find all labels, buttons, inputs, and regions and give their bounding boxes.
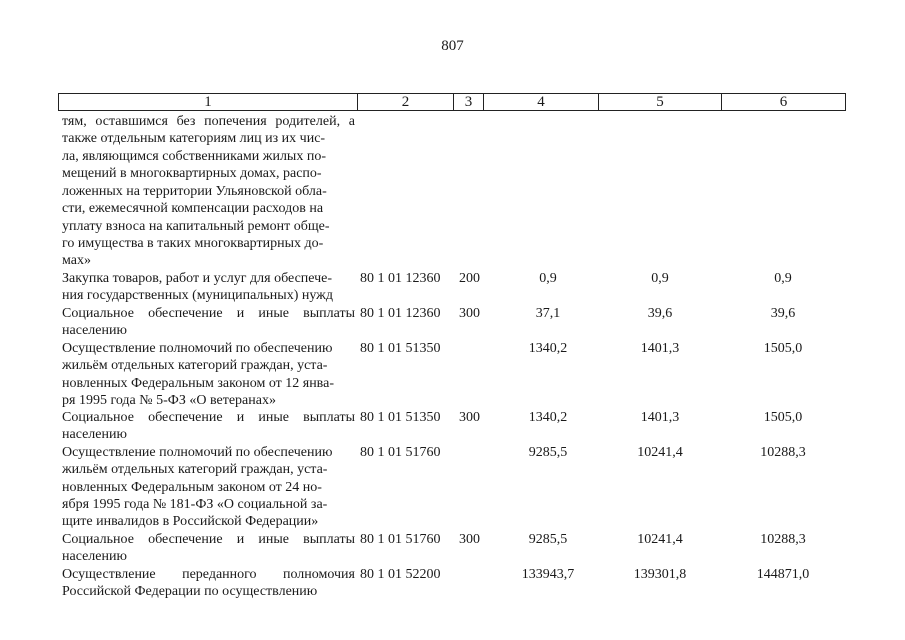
- intro-line: ложенных на территории Ульяновской обла-: [62, 184, 327, 199]
- row-expense-type: 200: [459, 271, 480, 286]
- header-col-1: 1: [58, 93, 358, 111]
- row-description-line: щите инвалидов в Российской Федерации»: [62, 514, 319, 529]
- word: выплаты: [303, 532, 355, 547]
- row-value-col6: 144871,0: [756, 567, 810, 582]
- row-value-col5: 139301,8: [633, 567, 687, 582]
- header-col-2: 2: [357, 93, 454, 111]
- row-description-line: жильём отдельных категорий граждан, уста-: [62, 462, 328, 477]
- word: Социальное: [62, 532, 134, 547]
- row-code: 80 1 01 52200: [360, 567, 441, 582]
- intro-line: также отдельным категориям лиц из их чис-: [62, 131, 326, 146]
- word: родителей,: [275, 114, 341, 129]
- intro-line: мещений в многоквартирных домах, распо-: [62, 166, 322, 181]
- row-value-col5: 0,9: [651, 271, 669, 286]
- word: Осуществление: [62, 567, 156, 582]
- row-description-line: населению: [62, 427, 127, 442]
- word: выплаты: [303, 306, 355, 321]
- word: обеспечение: [148, 532, 223, 547]
- row-value-col5: 39,6: [647, 306, 673, 321]
- row-expense-type: 300: [459, 410, 480, 425]
- row-value-col6: 10288,3: [760, 532, 806, 547]
- row-description-line: [62, 566, 355, 583]
- header-col-5: 5: [598, 93, 722, 111]
- intro-line: уплату взноса на капитальный ремонт обще-: [62, 219, 330, 234]
- word: иные: [258, 410, 289, 425]
- word: полномочия: [283, 567, 355, 582]
- row-code: 80 1 01 51760: [360, 445, 441, 460]
- row-value-col5: 1401,3: [640, 341, 680, 356]
- row-value-col5: 1401,3: [640, 410, 680, 425]
- row-description-line: Закупка товаров, работ и услуг для обеспече-: [62, 271, 333, 286]
- row-code: 80 1 01 51350: [360, 410, 441, 425]
- row-description-line: Осуществление полномочий по обеспечению: [62, 445, 333, 460]
- word: обеспечение: [148, 410, 223, 425]
- row-value-col6: 39,6: [770, 306, 796, 321]
- row-description-line: [62, 531, 355, 548]
- intro-line: сти, ежемесячной компенсации расходов на: [62, 201, 324, 216]
- row-description-line: [62, 305, 355, 322]
- row-value-col4: 1340,2: [528, 341, 568, 356]
- row-value-col5: 10241,4: [637, 532, 683, 547]
- word: выплаты: [303, 410, 355, 425]
- intro-line: ла, являющимся собственниками жилых по-: [62, 149, 326, 164]
- row-code: 80 1 01 51350: [360, 341, 441, 356]
- row-description-line: ния государственных (муниципальных) нужд: [62, 288, 333, 303]
- word: и: [236, 532, 245, 547]
- header-col-3: 3: [453, 93, 484, 111]
- row-value-col5: 10241,4: [637, 445, 683, 460]
- row-description-line: Осуществление полномочий по обеспечению: [62, 341, 333, 356]
- row-description-line: ября 1995 года № 181-ФЗ «О социальной за-: [62, 497, 328, 512]
- intro-line: [62, 113, 355, 130]
- intro-line: мах»: [62, 253, 91, 268]
- intro-line: го имущества в таких многоквартирных до-: [62, 236, 324, 251]
- word: без: [176, 114, 196, 129]
- row-value-col4: 1340,2: [528, 410, 568, 425]
- row-expense-type: 300: [459, 532, 480, 547]
- word: тям,: [62, 114, 87, 129]
- row-description-line: Российской Федерации по осуществлению: [62, 584, 318, 599]
- row-value-col6: 1505,0: [763, 341, 803, 356]
- row-code: 80 1 01 12360: [360, 271, 441, 286]
- row-value-col6: 1505,0: [763, 410, 803, 425]
- header-col-4: 4: [483, 93, 599, 111]
- word: а: [348, 114, 355, 129]
- word: переданного: [182, 567, 257, 582]
- header-col-6: 6: [721, 93, 846, 111]
- row-value-col6: 10288,3: [760, 445, 806, 460]
- row-value-col4: 133943,7: [521, 567, 575, 582]
- row-description-line: жильём отдельных категорий граждан, уста-: [62, 358, 328, 373]
- word: Социальное: [62, 306, 134, 321]
- row-value-col6: 0,9: [774, 271, 792, 286]
- word: оставшимся: [95, 114, 168, 129]
- word: иные: [258, 306, 289, 321]
- word: и: [236, 306, 245, 321]
- row-value-col4: 0,9: [539, 271, 557, 286]
- row-description-line: ря 1995 года № 5-ФЗ «О ветеранах»: [62, 393, 276, 408]
- page-number: 807: [441, 38, 464, 54]
- row-value-col4: 37,1: [535, 306, 561, 321]
- row-value-col4: 9285,5: [528, 532, 568, 547]
- row-value-col4: 9285,5: [528, 445, 568, 460]
- row-code: 80 1 01 51760: [360, 532, 441, 547]
- word: и: [236, 410, 245, 425]
- row-description-line: населению: [62, 549, 127, 564]
- word: попечения: [204, 114, 267, 129]
- word: обеспечение: [148, 306, 223, 321]
- row-description-line: [62, 409, 355, 426]
- row-expense-type: 300: [459, 306, 480, 321]
- word: иные: [258, 532, 289, 547]
- row-description-line: населению: [62, 323, 127, 338]
- row-description-line: новленных Федеральным законом от 24 но-: [62, 480, 322, 495]
- row-code: 80 1 01 12360: [360, 306, 441, 321]
- row-description-line: новленных Федеральным законом от 12 янва-: [62, 376, 334, 391]
- word: Социальное: [62, 410, 134, 425]
